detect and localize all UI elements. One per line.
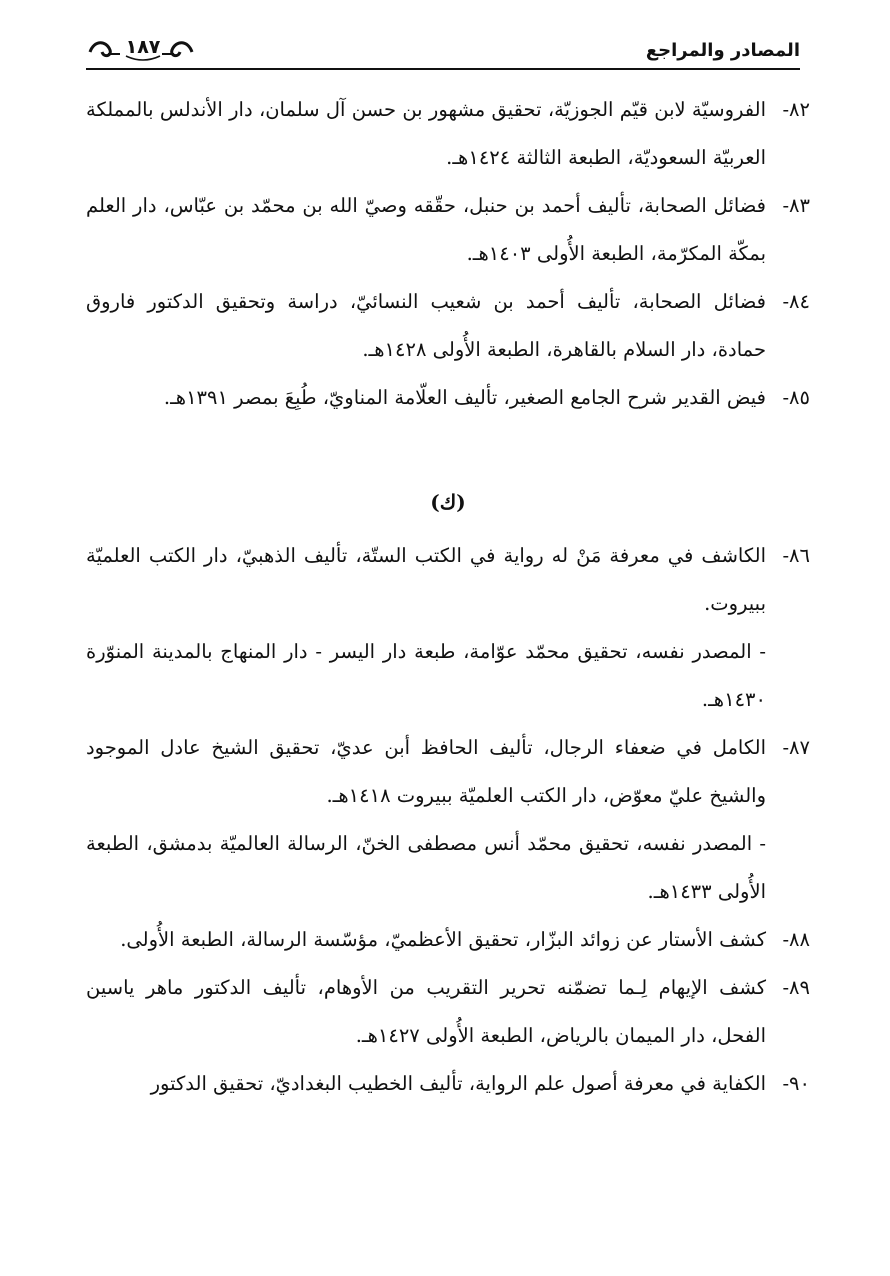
header-rule [86,68,800,70]
entry-text: فضائل الصحابة، تأليف أحمد بن شعيب النسائيّ، دراسة وتحقيق الدكتور فاروق حمادة، دار السلام بالقاهرة، الطبعة الأُولى ١٤٢٨هـ. [86,290,766,361]
entry-number: ٨٤- [782,290,810,313]
reference-entry-90 [86,1060,810,1108]
entry-text: الكفاية في معرفة أصول علم الرواية، تأليف الخطيب البغداديّ، تحقيق الدكتور [150,1072,766,1095]
reference-entry-86 [86,532,810,628]
entry-text: فيض القدير شرح الجامع الصغير، تأليف العلّامة المناويّ، طُبِعَ بمصر ١٣٩١هـ. [163,386,766,409]
entry-text: كشف الأستار عن زوائد البزّار، تحقيق الأعظميّ، مؤسّسة الرسالة، الطبعة الأُولى. [120,928,766,951]
entry-number: ٨٨- [782,928,810,951]
entry-text: الفروسيّة لابن قيّم الجوزيّة، تحقيق مشهور بن حسن آل سلمان، دار الأندلس بالمملكة العربيّة السعوديّة، الطبعة الثالثة ١٤٢٤هـ. [86,98,766,169]
page-number: ١٨٧ [125,36,161,58]
references-list [86,86,810,1108]
entry-number: ٨٧- [782,736,810,759]
entry-number: ٩٠- [782,1072,810,1095]
reference-entry-82 [86,86,810,182]
running-header [86,28,800,70]
entry-number: ٨٩- [782,976,810,999]
entry-number: ٨٢- [782,98,810,121]
entry-text: كشف الإيهام لِـما تضمّنه تحرير التقريب من الأوهام، تأليف الدكتور ماهر ياسين الفحل، دار الميمان بالرياض، الطبعة الأُولى ١٤٢٧هـ. [86,976,766,1047]
reference-entry-87 [86,724,810,820]
entry-number: ٨٦- [782,544,810,567]
reference-entry-83 [86,182,810,278]
reference-entry-88 [86,916,810,964]
page-number-ornament [86,30,196,64]
entry-number: ٨٥- [782,386,810,409]
reference-entry-84 [86,278,810,374]
reference-entry-89 [86,964,810,1060]
reference-subentry: - المصدر نفسه، تحقيق محمّد عوّامة، طبعة دار اليسر - دار المنهاج بالمدينة المنوّرة ١٤٣٠هـ. [86,640,766,711]
reference-entry-85 [86,374,810,422]
reference-subentry: - المصدر نفسه، تحقيق محمّد أنس مصطفى الخنّ، الرسالة العالميّة بدمشق، الطبعة الأُولى ١٤٣٣هـ. [86,832,766,903]
section-heading-kaf: (ك) [430,490,466,514]
running-title: المصادر والمراجع [645,40,800,61]
entry-text: الكامل في ضعفاء الرجال، تأليف الحافظ أبن عديّ، تحقيق الشيخ عادل الموجود والشيخ عليّ معوّض، دار الكتب العلميّة ببيروت ١٤١٨هـ. [86,736,766,807]
entry-number: ٨٣- [782,194,810,217]
entry-text: الكاشف في معرفة مَنْ له رواية في الكتب الستّة، تأليف الذهبيّ، دار الكتب العلميّة ببيروت. [86,544,766,615]
entry-text: فضائل الصحابة، تأليف أحمد بن حنبل، حقّقه وصيّ الله بن محمّد بن عبّاس، دار العلم بمكّة المكرّمة، الطبعة الأُولى ١٤٠٣هـ. [86,194,766,265]
